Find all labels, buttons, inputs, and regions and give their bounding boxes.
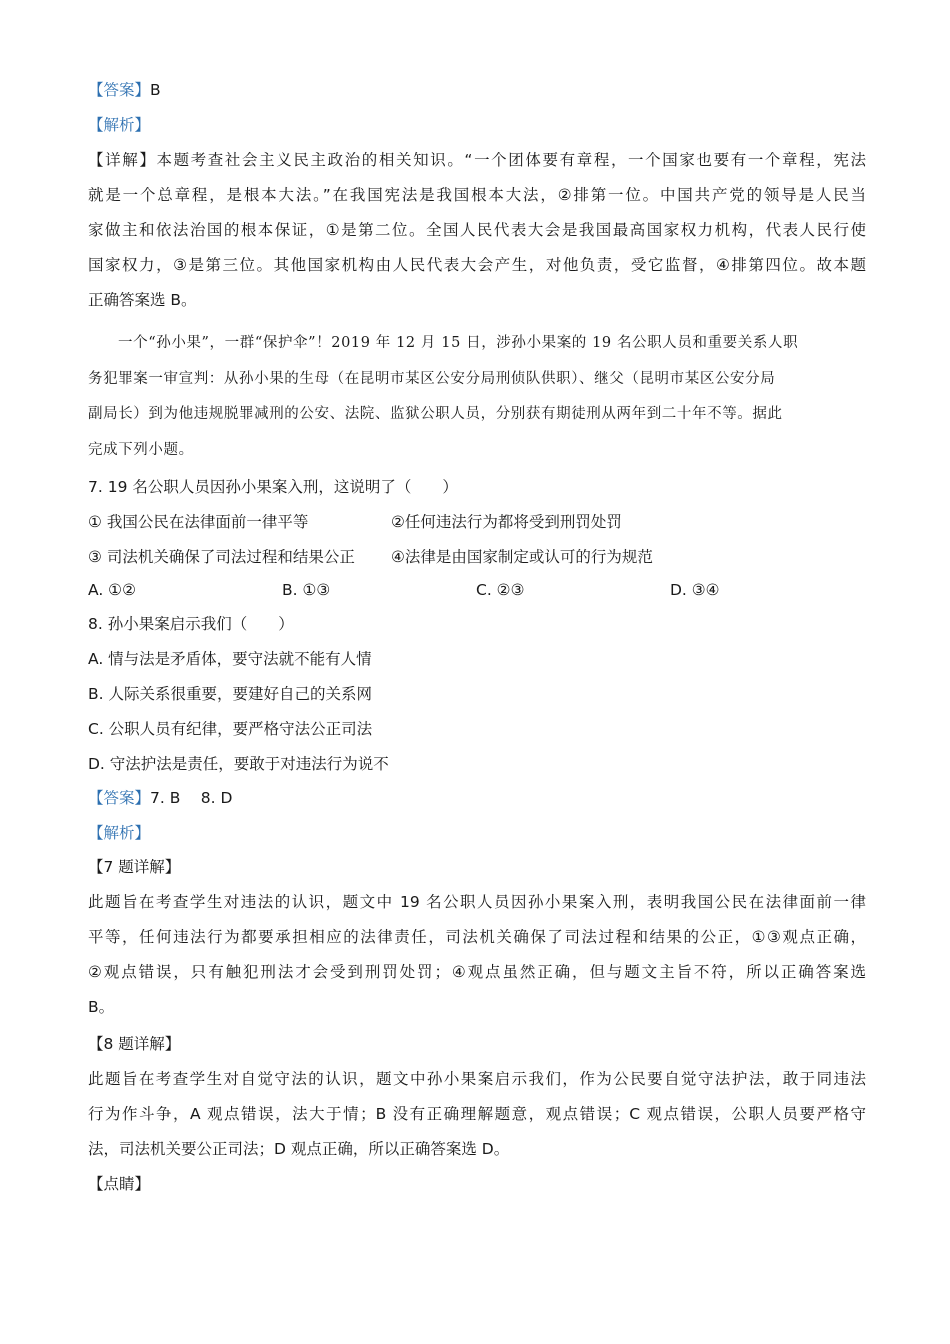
option-c: C. ②③ (476, 581, 525, 599)
detail-line: B。 (88, 998, 115, 1016)
detail-line: ②观点错误，只有触犯刑法才会受到刑罚处罚；④观点虽然正确，但与题文主旨不符，所以正确答案选 (88, 963, 866, 981)
answer-tag: 【答案】 (88, 81, 151, 99)
q7-detail-tag: 【7 题详解】 (88, 858, 181, 876)
question-7-stem: 7. 19 名公职人员因孙小果案入刑，这说明了（ ） (88, 478, 458, 496)
option-a: A. ①② (88, 581, 136, 599)
statement-3: ③ 司法机关确保了司法过程和结果公正 (88, 548, 355, 566)
statement-2: ②任何违法行为都将受到刑罚处罚 (391, 513, 622, 531)
detail-line: 国家权力，③是第三位。其他国家机构由人民代表大会产生，对他负责，受它监督，④排第四位。故本题 (88, 256, 866, 274)
question-8-stem: 8. 孙小果案启示我们（ ） (88, 615, 294, 633)
passage-line: 完成下列小题。 (88, 442, 194, 458)
option-b: B. 人际关系很重要，要建好自己的关系网 (88, 685, 372, 703)
statement-4: ④法律是由国家制定或认可的行为规范 (391, 548, 653, 566)
detail-line: 就是一个总章程，是根本大法。”在我国宪法是我国根本大法，②排第一位。中国共产党的领导是人民当 (88, 186, 866, 204)
answer-line (88, 78, 161, 102)
option-d: D. ③④ (670, 581, 720, 599)
passage-line: 务犯罪案一审宣判：从孙小果的生母（在昆明市某区公安分局刑侦队供职）、继父（昆明市某区公安分局 (88, 371, 776, 387)
passage-line: 副局长）到为他违规脱罪减刑的公安、法院、监狱公职人员，分别获有期徒刑从两年到二十年不等。据此 (88, 406, 783, 422)
detail-line: 此题旨在考查学生对违法的认识，题文中 19 名公职人员因孙小果案入刑，表明我国公民在法律面前一律 (88, 893, 866, 911)
passage-line: 一个“孙小果”，一群“保护伞”！2019 年 12 月 15 日，涉孙小果案的 19 名公职人员和重要关系人职 (118, 335, 799, 351)
detail-line: 法，司法机关要公正司法；D 观点正确，所以正确答案选 D。 (88, 1140, 510, 1158)
option-a: A. 情与法是矛盾体，要守法就不能有人情 (88, 650, 372, 668)
answer-value: 7. B 8. D (150, 789, 233, 807)
answer-tag: 【答案】 (88, 789, 151, 807)
answer-value: B (150, 81, 161, 99)
analysis-tag: 【解析】 (88, 116, 151, 134)
detail-line: 行为作斗争，A 观点错误，法大于情；B 没有正确理解题意，观点错误；C 观点错误，公职人员要严格守 (88, 1105, 866, 1123)
detail-line: 平等，任何违法行为都要承担相应的法律责任，司法机关确保了司法过程和结果的公正，①③观点正确， (88, 928, 866, 946)
option-b: B. ①③ (282, 581, 331, 599)
detail-line: 【详解】本题考查社会主义民主政治的相关知识。“一个团体要有章程，一个国家也要有一个章程，宪法 (88, 151, 866, 169)
detail-line: 家做主和依法治国的根本保证，①是第二位。全国人民代表大会是我国最高国家权力机构，代表人民行使 (88, 221, 866, 239)
q8-detail-tag: 【8 题详解】 (88, 1035, 181, 1053)
statement-1: ① 我国公民在法律面前一律平等 (88, 513, 309, 531)
answer-line (88, 786, 232, 810)
analysis-tag: 【解析】 (88, 824, 151, 842)
detail-line: 正确答案选 B。 (88, 291, 197, 309)
option-c: C. 公职人员有纪律，要严格守法公正司法 (88, 720, 373, 738)
option-d: D. 守法护法是责任，要敢于对违法行为说不 (88, 755, 389, 773)
dianjing-tag: 【点睛】 (88, 1175, 151, 1193)
detail-line: 此题旨在考查学生对自觉守法的认识，题文中孙小果案启示我们，作为公民要自觉守法护法，敢于同违法 (88, 1070, 866, 1088)
